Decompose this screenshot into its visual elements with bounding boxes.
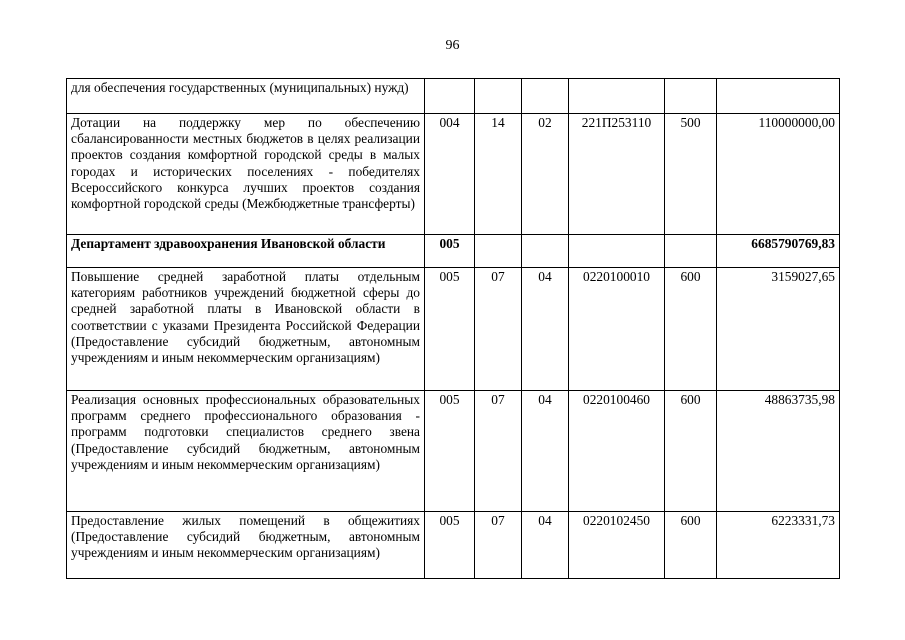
row-target-article: 221П253110 (569, 114, 665, 235)
row-description: для обеспечения государственных (муниципальных) нужд) (67, 79, 425, 114)
row-ministry-code: 005 (425, 512, 475, 579)
row-subsection-code: 04 (522, 391, 569, 512)
row-section-code: 14 (475, 114, 522, 235)
row-section-code: 07 (475, 512, 522, 579)
row-section-code: 07 (475, 391, 522, 512)
row-amount: 6685790769,83 (717, 235, 840, 268)
row-target-article (569, 79, 665, 114)
row-target-article: 0220102450 (569, 512, 665, 579)
row-expense-type: 600 (665, 268, 717, 391)
row-ministry-code: 005 (425, 268, 475, 391)
row-expense-type: 600 (665, 391, 717, 512)
row-subsection-code: 04 (522, 512, 569, 579)
page-number: 96 (445, 38, 460, 53)
row-target-article: 0220100010 (569, 268, 665, 391)
row-subsection-code (522, 79, 569, 114)
row-ministry-code: 005 (425, 235, 475, 268)
row-description: Дотации на поддержку мер по обеспечению сбалансированности местных бюджетов в целях реализации проектов создания комфортной городской среды в малых городах и исторических поселениях - победителях Всероссийского конкурса лучших проектов создания комфортной городской среды (Межбюджетные трансферты) (67, 114, 425, 235)
row-section-code (475, 79, 522, 114)
row-expense-type (665, 79, 717, 114)
row-section-code (475, 235, 522, 268)
row-ministry-code (425, 79, 475, 114)
row-expense-type: 600 (665, 512, 717, 579)
row-ministry-code: 004 (425, 114, 475, 235)
row-ministry-code: 005 (425, 391, 475, 512)
row-amount: 6223331,73 (717, 512, 840, 579)
row-subsection-code: 02 (522, 114, 569, 235)
row-amount: 110000000,00 (717, 114, 840, 235)
table-row (67, 268, 840, 391)
row-description: Предоставление жилых помещений в общежитиях (Предоставление субсидий бюджетным, автономным учреждениям и иным некоммерческим организациям) (67, 512, 425, 579)
row-subsection-code (522, 235, 569, 268)
row-target-article: 0220100460 (569, 391, 665, 512)
budget-table (66, 78, 840, 579)
row-expense-type: 500 (665, 114, 717, 235)
row-description: Реализация основных профессиональных образовательных программ среднего профессионального образования - программ подготовки специалистов среднего звена (Предоставление субсидий бюджетным, автономным учреждениям и иным некоммерческим организациям) (67, 391, 425, 512)
table-row (67, 391, 840, 512)
row-description: Департамент здравоохранения Ивановской области (67, 235, 425, 268)
row-amount: 3159027,65 (717, 268, 840, 391)
table-row (67, 235, 840, 268)
row-amount: 48863735,98 (717, 391, 840, 512)
row-expense-type (665, 235, 717, 268)
table-row (67, 79, 840, 114)
row-amount (717, 79, 840, 114)
table-row (67, 114, 840, 235)
row-description: Повышение средней заработной платы отдельным категориям работников учреждений бюджетной сферы до средней заработной платы в Ивановской области в соответствии с указами Президента Российской Федерации (Предоставление субсидий бюджетным, автономным учреждениям и иным некоммерческим организациям) (67, 268, 425, 391)
row-target-article (569, 235, 665, 268)
row-section-code: 07 (475, 268, 522, 391)
table-row (67, 512, 840, 579)
row-subsection-code: 04 (522, 268, 569, 391)
